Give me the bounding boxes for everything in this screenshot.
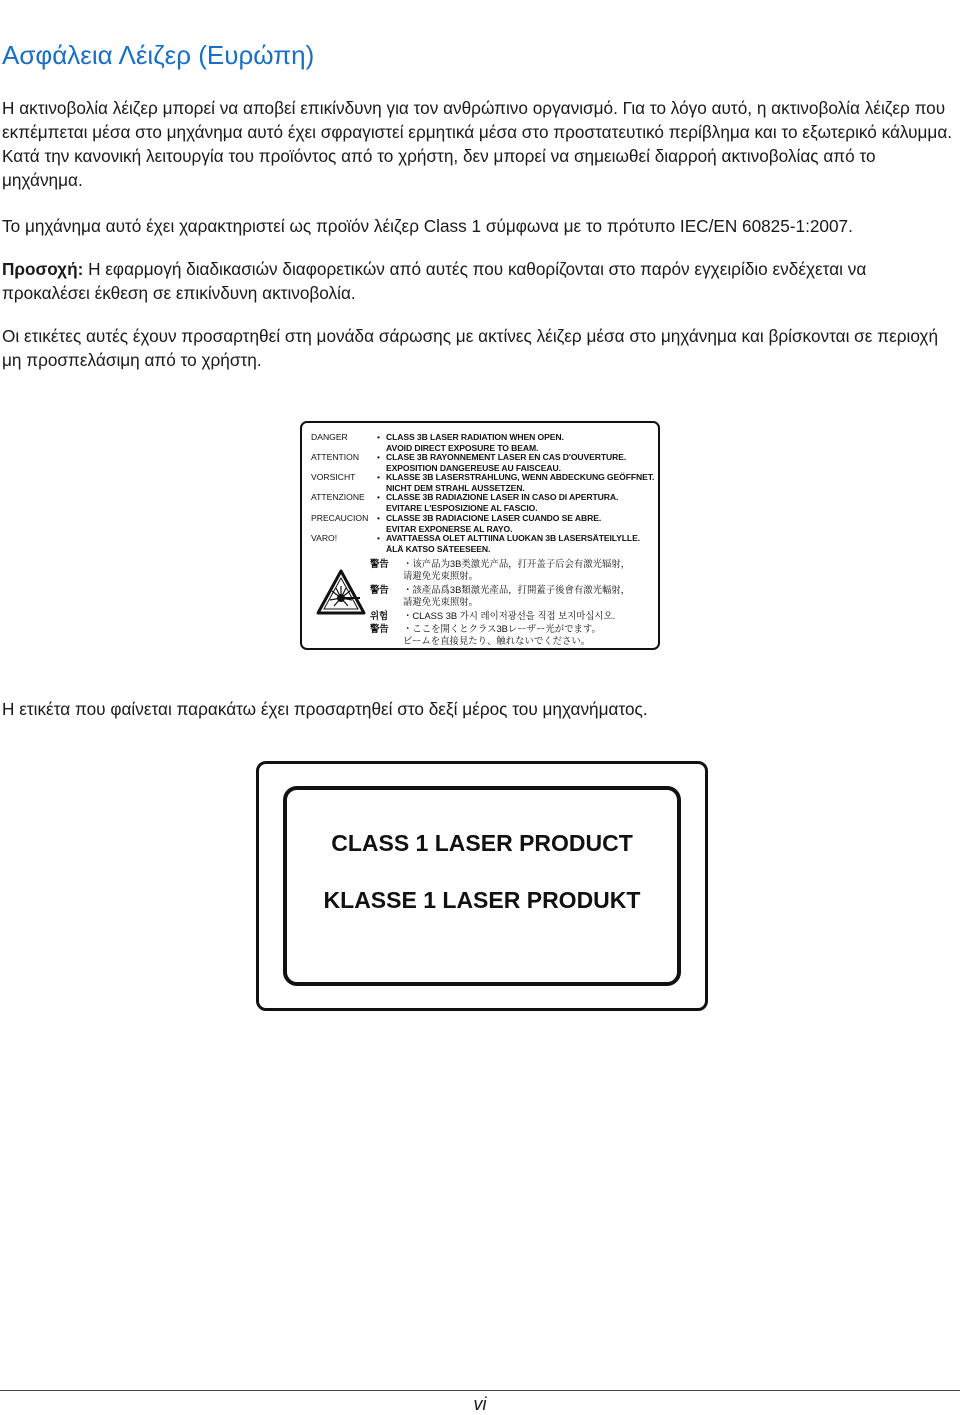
warning-row-bullet: •: [377, 492, 381, 502]
caution-text: Η εφαρμογή διαδικασιών διαφορετικών από αυτές που καθορίζονται στο παρόν εγχειρίδιο ενδέχεται να προκαλέσει έκθεση σε επικίνδυνη ακτινοβολία.: [2, 259, 867, 303]
class-compliance-paragraph: Το μηχάνημα αυτό έχει χαρακτηριστεί ως προϊόν λέιζερ Class 1 σύμφωνα με το πρότυπο IEC/EN 60825-1:2007.: [2, 216, 853, 236]
warning-row-text: KLASSE 3B LASERSTRAHLUNG, WENN ABDECKUNG GEÖFFNET. NICHT DEM STRAHL AUSSETZEN.: [386, 472, 655, 493]
warning-row-bullet: •: [377, 472, 381, 482]
warning-row-bullet: •: [377, 432, 381, 442]
warning-row-text: ・CLASS 3B 가시 레이저광선을 직접 보지마십시오.: [403, 610, 616, 621]
laser-warning-label: [300, 421, 660, 650]
warning-row-text: AVATTAESSA OLET ALTTIINA LUOKAN 3B LASERSÄTEILYLLE. ÄLÄ KATSO SÄTEESEEN.: [386, 533, 640, 554]
warning-row-text: CLASE 3B RAYONNEMENT LASER EN CAS D'OUVERTURE. EXPOSITION DANGEREUSE AU FAISCEAU.: [386, 452, 627, 473]
labels-location-paragraph: Οι ετικέτες αυτές έχουν προσαρτηθεί στη μονάδα σάρωσης με ακτίνες λέιζερ μέσα στο μηχάνημα και βρίσκονται σε περιοχή μη προσπελάσιμη από το χρήστη.: [2, 326, 939, 370]
warning-row-key: 위험: [370, 610, 389, 621]
warning-row-key: PRECAUCION: [311, 513, 369, 523]
warning-row-key: ATTENTION: [311, 452, 360, 462]
warning-row-key: 警告: [370, 623, 389, 634]
class-1-laser-label-inner-frame: [283, 786, 681, 986]
warning-row-key: ATTENZIONE: [311, 492, 365, 502]
warning-row-key: 警告: [370, 584, 389, 595]
warning-row-bullet: •: [377, 513, 381, 523]
caution-label: Προσοχή:: [2, 259, 84, 279]
warning-row-text: CLASSE 3B RADIAZIONE LASER IN CASO DI APERTURA. EVITARE L'ESPOSIZIONE AL FASCIO.: [386, 492, 619, 513]
class-1-laser-product-text: CLASS 1 LASER PRODUCT: [331, 830, 633, 856]
footer-divider: [0, 1390, 960, 1391]
right-side-label-paragraph: Η ετικέτα που φαίνεται παρακάτω έχει προσαρτηθεί στο δεξί μέρος του μηχανήματος.: [2, 699, 648, 719]
intro-paragraph: Η ακτινοβολία λέιζερ μπορεί να αποβεί επικίνδυνη για τον ανθρώπινο οργανισμό. Για το λόγο αυτό, η ακτινοβολία λέιζερ που εκπέμπεται μέσα στο μηχάνημα αυτό έχει σφραγιστεί ερμητικά μέσα στο προστατευτικό περίβλημα και το εξωτερικό κάλυμμα. Κατά την κανονική λειτουργία του προϊόντος από το χρήστη, δεν μπορεί να σημειωθεί διαρροή ακτινοβολίας από το μηχάνημα.: [2, 98, 953, 190]
laser-warning-triangle-icon: [316, 569, 366, 615]
warning-row-bullet: •: [377, 533, 381, 543]
page-number: vi: [473, 1394, 487, 1414]
warning-row-key: 警告: [370, 558, 389, 569]
warning-row-key: VORSICHT: [311, 472, 356, 482]
warning-row-text: ・ここを開くとクラス3Bレーザー光がでます。 ビームを直接見たり、触れないでください。: [403, 623, 601, 646]
caution-paragraph: [2, 257, 954, 305]
klasse-1-laser-produkt-text: KLASSE 1 LASER PRODUKT: [323, 887, 641, 913]
class-1-laser-label: [256, 761, 708, 1011]
warning-row-key: VARO!: [311, 533, 338, 543]
warning-row-text: CLASS 3B LASER RADIATION WHEN OPEN. AVOID DIRECT EXPOSURE TO BEAM.: [386, 432, 564, 453]
warning-row-text: ・该产品为3B类激光产品，打开盖子后会有激光辐射， 请避免光束照射。: [403, 558, 631, 581]
warning-row-text: CLASSE 3B RADIACIONE LASER CUANDO SE ABRE. EVITAR EXPONERSE AL RAYO.: [386, 513, 602, 534]
warning-row-text: ・該產品爲3B類激光產品，打開蓋子後會有激光輻射， 請避免光束照射。: [403, 584, 631, 607]
warning-row-bullet: •: [377, 452, 381, 462]
warning-row-key: DANGER: [311, 432, 348, 442]
page-title: Ασφάλεια Λέιζερ (Ευρώπη): [2, 40, 315, 70]
